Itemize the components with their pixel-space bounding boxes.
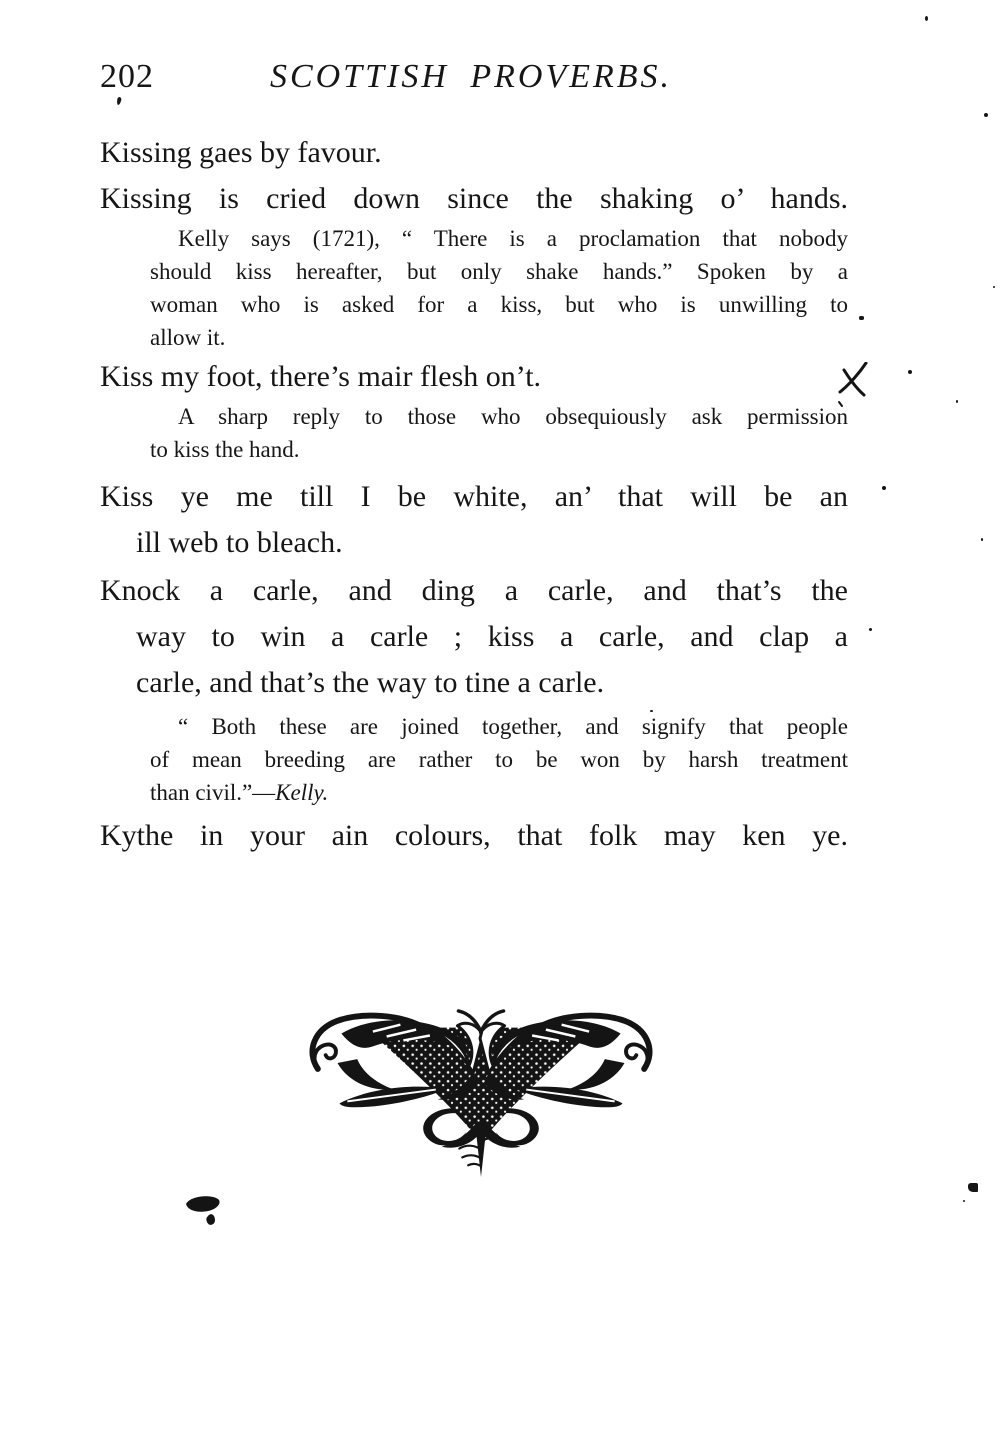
text-line: carle, and that’s the way to tine a carle. [136,666,605,699]
note-entry [150,710,848,809]
proverb-entry [100,568,848,706]
scan-speck [963,1200,965,1202]
text-line: Kythe in your ain colours, that folk may ken ye. [100,819,848,852]
text-line: Kissing is cried down since the shaking o’ hands. [100,182,848,215]
text-line: Knock a carle, and ding a carle, and that’s the [100,574,848,607]
text-line: “ Both these are joined together, and signify that people [178,714,848,739]
page-body [100,130,848,859]
text-line: allow it. [150,325,226,350]
proverb-entry [100,176,848,222]
text-line: ill web to bleach. [136,526,343,559]
scan-speck [859,316,864,320]
scan-speck [993,286,995,288]
text-line: should kiss hereafter, but only shake hands.” Spoken by a [150,259,848,284]
note-entry [150,222,848,354]
running-head [100,58,848,96]
proverb-entry [100,474,848,566]
text-line: Kissing gaes by favour. [100,136,382,169]
scan-speck [984,113,988,117]
scan-speck [116,97,122,106]
text-line: woman who is asked for a kiss, but who is unwilling to [150,292,848,317]
text-line: Kiss ye me till I be white, an’ that will be an [100,480,848,513]
floral-tailpiece-ornament-icon [302,1008,660,1180]
ink-blot-stain-icon [180,1192,228,1230]
note-text: than civil.”— [150,780,276,805]
page-title: SCOTTISH PROVERBS. [269,58,673,95]
scan-speck [650,710,653,712]
proverb-entry [100,130,848,176]
note-entry [150,400,848,466]
text-line: Kiss my foot, there’s mair flesh on’t. [100,360,542,393]
text-line: A sharp reply to those who obsequiously ask permission [178,404,848,429]
text-line: Kelly says (1721), “ There is a proclamation that nobody [178,226,848,251]
scan-speck [869,628,872,631]
text-line: way to win a carle ; kiss a carle, and clap a [136,620,848,653]
scan-speck [968,1183,978,1192]
proverb-entry [100,813,848,859]
note-attribution: Kelly. [275,780,329,805]
text-line: to kiss the hand. [150,437,300,462]
text-line [150,776,848,809]
handwritten-x-mark-icon [836,362,872,408]
scan-speck [981,538,983,541]
proverb-entry [100,354,848,400]
scan-speck [956,400,958,403]
scan-speck [882,486,886,490]
scan-speck [925,16,928,21]
text-line: of mean breeding are rather to be won by harsh treatment [150,747,848,772]
page-number: 202 [100,58,154,95]
scan-speck [908,370,912,374]
